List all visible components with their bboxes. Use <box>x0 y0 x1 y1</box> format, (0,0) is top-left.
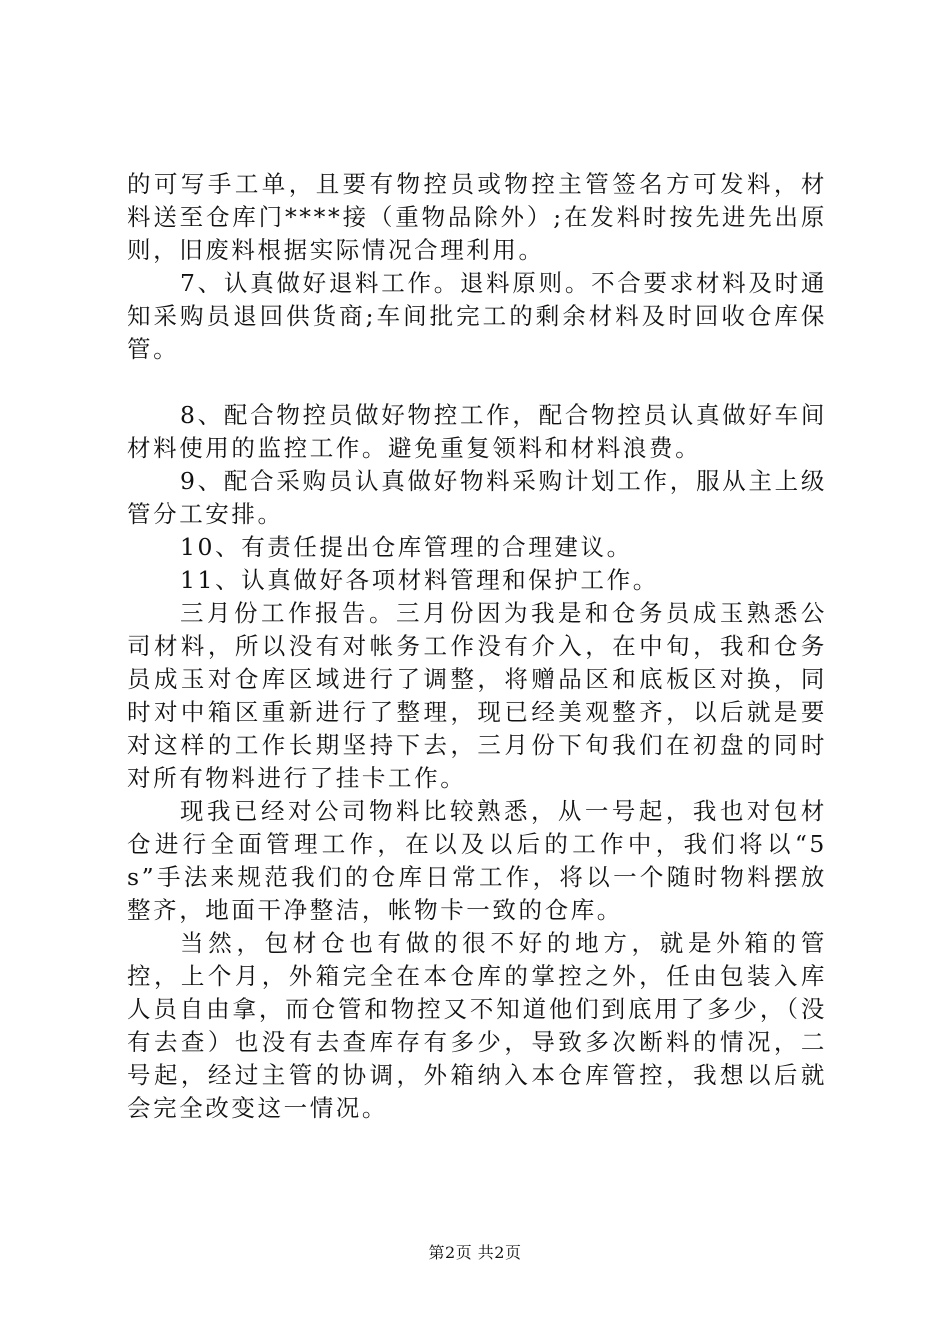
page-number-footer: 第2页 共2页 <box>428 1243 522 1262</box>
paragraph-current-status: 现我已经对公司物料比较熟悉，从一号起，我也对包材仓进行全面管理工作，在以及以后的工作中，我们将以“5s”手法来规范我们的仓库日常工作，将以一个随时物料摆放整齐，地面干净整洁，帐物卡一致的仓库。 <box>127 797 827 924</box>
paragraph-item-11: 11、认真做好各项材料管理和保护工作。 <box>180 566 659 594</box>
paragraph-item-9: 9、配合采购员认真做好物料采购计划工作，服从主上级管分工安排。 <box>127 467 827 528</box>
paragraph-continuation: 的可写手工单，且要有物控员或物控主管签名方可发料，材料送至仓库门****接（重物品除外）;在发料时按先进先出原则，旧废料根据实际情况合理利用。 <box>127 170 827 264</box>
paragraph-item-7: 7、认真做好退料工作。退料原则。不合要求材料及时通知采购员退回供货商;车间批完工的剩余材料及时回收仓库保管。 <box>127 269 827 363</box>
paragraph-item-10: 10、有责任提出仓库管理的合理建议。 <box>180 533 633 561</box>
paragraph-item-8: 8、配合物控员做好物控工作，配合物控员认真做好车间材料使用的监控工作。避免重复领料和材料浪费。 <box>127 401 827 462</box>
paragraph-march-report: 三月份工作报告。三月份因为我是和仓务员成玉熟悉公司材料，所以没有对帐务工作没有介入，在中旬，我和仓务员成玉对仓库区域进行了调整，将赠品区和底板区对换，同时对中箱区重新进行了整理，现已经美观整齐，以后就是要对这样的工作长期坚持下去，三月份下旬我们在初盘的同时对所有物料进行了挂卡工作。 <box>127 599 827 792</box>
paragraph-shortcomings: 当然，包材仓也有做的很不好的地方，就是外箱的管控，上个月，外箱完全在本仓库的掌控之外，任由包装入库人员自由拿，而仓管和物控又不知道他们到底用了多少，（没有去查）也没有去查库存有多少，导致多次断料的情况，二号起，经过主管的协调，外箱纳入本仓库管控，我想以后就会完全改变这一情况。 <box>127 929 827 1122</box>
document-body <box>127 168 827 1125</box>
